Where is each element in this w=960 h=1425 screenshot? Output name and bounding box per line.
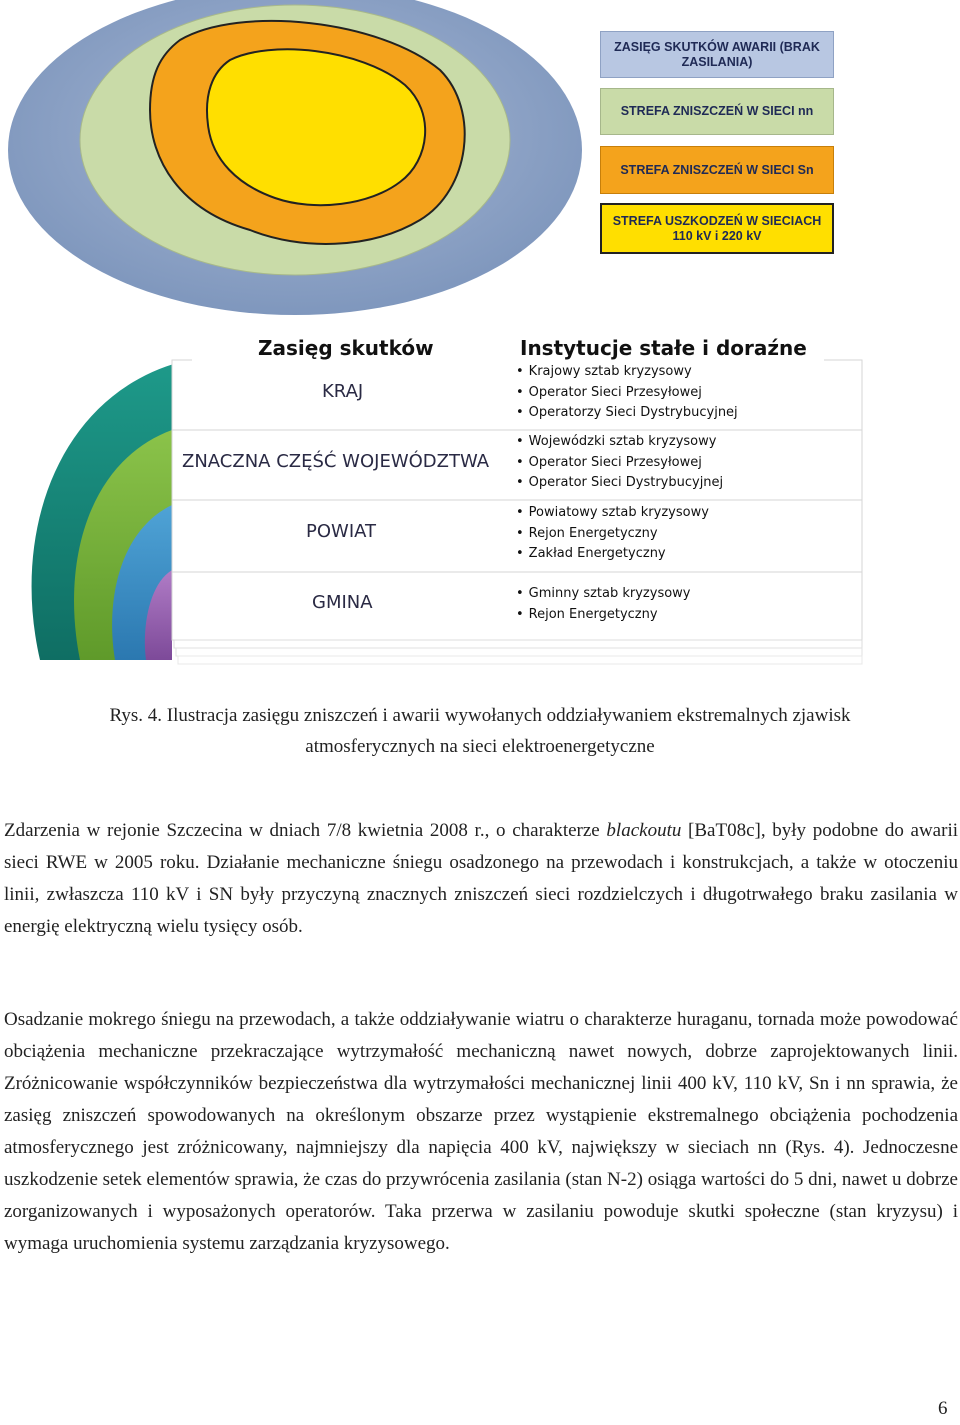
list-item: • Zakład Energetyczny	[516, 544, 709, 565]
hierarchy-diagram	[0, 330, 960, 695]
institutions-powiat	[516, 503, 709, 565]
list-item: • Wojewódzki sztab kryzysowy	[516, 432, 723, 453]
paragraph-2: Osadzanie mokrego śniegu na przewodach, a także oddziaływanie wiatru o charakterze huraganu, tornada może powodować obciążenia mechaniczne przekraczające wytrzymałość mechaniczną nawet nowych, dobrze zaprojektowanych linii. Zróżnicowanie współczynników bezpieczeństwa dla wytrzymałości mechanicznej linii 400 kV, 110 kV, Sn i nn sprawia, że zasięg zniszczeń spowodowanych na określonym obszarze przez wystąpienie ekstremalnego obciążenia pochodzenia atmosferycznego jest zróżnicowany, najmniejszy dla napięcia 400 kV, największy w sieciach nn (Rys. 4). Jednoczesne uszkodzenie setek elementów sprawia, że czas do przywrócenia zasilania (stan N-2) osiąga wartości do 5 dni, nawet u dobrze zorganizowanych i wyposażonych operatorów. Taka przerwa w zasilaniu powoduje skutki społeczne (stan kryzysu) i wymaga uruchomienia systemu zarządzania kryzysowego.	[4, 1009, 958, 1254]
caption-line-2: atmosferycznych na sieci elektroenergetyczne	[305, 736, 655, 757]
level-label-gmina: GMINA	[312, 592, 373, 613]
paragraph-1: Zdarzenia w rejonie Szczecina w dniach 7/8 kwietnia 2008 r., o charakterze blackoutu [BaT08c], były podobne do awarii sieci RWE w 2005 roku. Działanie mechaniczne śniegu osadzonego na przewodach i konstrukcjach, a także w otoczeniu linii, zwłaszcza 110 kV i SN były przyczyną znacznych zniszczeń sieci rozdzielczych i długotrwałego braku zasilania w energię elektryczną wielu tysięcy osób.	[4, 820, 958, 937]
list-item: • Operator Sieci Przesyłowej	[516, 383, 738, 404]
list-item: • Gminny sztab kryzysowy	[516, 584, 691, 605]
page-number: 6	[938, 1398, 948, 1419]
institutions-gmina	[516, 584, 691, 625]
italic-term: blackoutu	[606, 820, 682, 841]
caption-line-1: Rys. 4. Ilustracja zasięgu zniszczeń i awarii wywołanych oddziaływaniem ekstremalnych zjawisk	[109, 705, 851, 726]
header-range-of-effects: Zasięg skutków	[258, 336, 434, 360]
list-item: • Operator Sieci Dystrybucyjnej	[516, 473, 723, 494]
list-item: • Rejon Energetyczny	[516, 524, 709, 545]
level-label-powiat: POWIAT	[306, 521, 377, 542]
list-item: • Rejon Energetyczny	[516, 605, 691, 626]
list-item: • Krajowy sztab kryzysowy	[516, 362, 738, 383]
institutions-kraj	[516, 362, 738, 424]
list-item: • Operatorzy Sieci Dystrybucyjnej	[516, 403, 738, 424]
figure-caption	[0, 700, 960, 762]
institutions-wojewodztwo	[516, 432, 723, 494]
header-institutions: Instytucje stałe i doraźne	[520, 336, 807, 360]
list-item: • Operator Sieci Przesyłowej	[516, 453, 723, 474]
legend-sn-zone: STREFA ZNISZCZEŃ W SIECI Sn	[600, 146, 834, 194]
level-label-wojewodztwo: ZNACZNA CZĘŚĆ WOJEWÓDZTWA	[182, 451, 490, 472]
legend-110-220kv-zone: STREFA USZKODZEŃ W SIECIACH 110 kV i 220 kV	[600, 203, 834, 254]
legend-outage-range: ZASIĘG SKUTKÓW AWARII (BRAK ZASILANIA)	[600, 31, 834, 78]
legend-nn-zone: STREFA ZNISZCZEŃ W SIECI nn	[600, 88, 834, 135]
list-item: • Powiatowy sztab kryzysowy	[516, 503, 709, 524]
level-label-kraj: KRAJ	[322, 381, 364, 402]
